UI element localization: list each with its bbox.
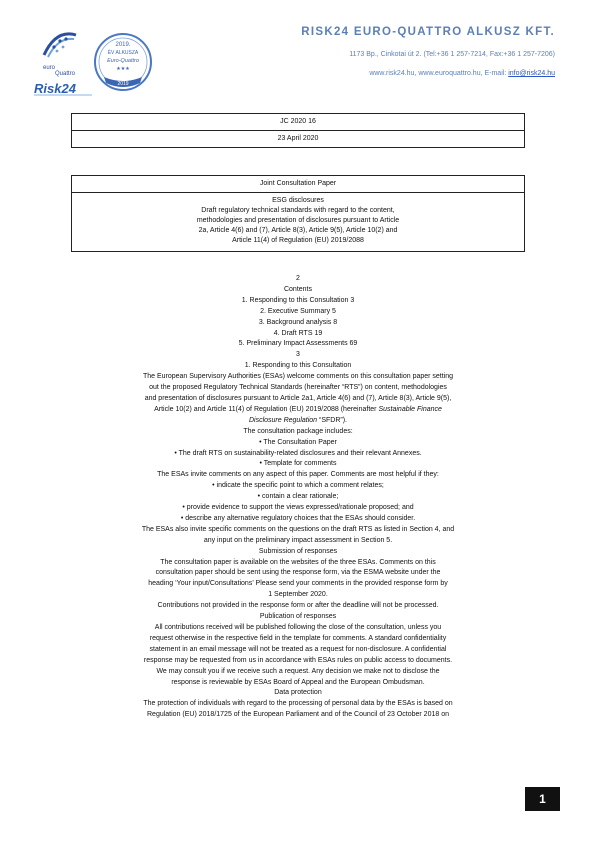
toc-item-5: 5. Preliminary Impact Assessments 69 [238, 340, 358, 348]
page-number: 1 [525, 787, 560, 811]
list-item: • The draft RTS on sustainability-related disclosures and their relevant Annexes. [174, 449, 422, 457]
paragraph-line: heading ‘Your input/Consultations’ Please send your comments in the provided response form by [148, 580, 448, 588]
paragraph-line: consultation paper should be sent using the response form, via the ESMA website under the [155, 569, 441, 577]
document-body [80, 274, 516, 721]
paragraph-line: The ESAs also invite specific comments on the questions on the draft RTS as listed in Section 4, and [141, 525, 455, 533]
document-date: 23 April 2020 [72, 130, 524, 147]
paragraph-line: any input on the preliminary impact assessment in Section 5. [203, 536, 393, 544]
paragraph-line: The protection of individuals with regard to the processing of personal data by the ESAs is based on [143, 700, 453, 708]
paragraph-line: Regulation (EU) 2018/1725 of the European Parliament and of the Council of 23 October 2018 on [147, 711, 449, 719]
paragraph-line: response may be requested from us in accordance with ESAs rules on public access to documents. [143, 656, 453, 664]
list-item: • contain a clear rationale; [257, 493, 339, 501]
title-desc-2: methodologies and presentation of disclosures pursuant to Article [196, 217, 400, 224]
euroquattro-emblem [43, 34, 76, 77]
paper-type: Joint Consultation Paper [259, 180, 337, 187]
paragraph-line: 1 September 2020. [268, 591, 328, 599]
company-web-line [301, 70, 555, 77]
text-span: “SFDR”). [317, 416, 348, 424]
section-heading-publication: Publication of responses [259, 613, 337, 621]
paragraph-line: Contributions not provided in the response form or after the deadline will not be processed. [157, 602, 439, 610]
company-websites: www.risk24.hu, www.euroquattro.hu, E-mail: [369, 70, 509, 77]
toc-item-1: 1. Responding to this Consultation 3 [241, 296, 355, 304]
paragraph-line: All contributions received will be published following the close of the consultation, unless you [154, 624, 442, 631]
paragraph-line: The European Supervisory Authorities (ESAs) welcome comments on this consultation paper setting [142, 373, 454, 381]
paragraph-line: response is reviewable by ESAs Board of Appeal and the European Ombudsman. [171, 678, 425, 686]
text-span: Article 10(2) and Article 11(4) of Regulation (EU) 2019/2088 (hereinafter [154, 405, 379, 413]
list-item: • Template for comments [259, 460, 337, 468]
section-heading-data-protection: Data protection [274, 689, 322, 697]
section-heading-responding: 1. Responding to this Consultation [244, 362, 352, 370]
company-name: RISK24 EURO-QUATTRO ALKUSZ KFT. [301, 26, 555, 38]
page-marker-2: 2 [296, 275, 300, 282]
italic-span: Sustainable Finance [378, 405, 442, 413]
list-item: • provide evidence to support the views expressed/rationale proposed; and [182, 504, 414, 512]
paragraph-line: statement in an email message will not be treated as a request for non-disclosure. A confidential [149, 645, 447, 653]
section-heading-submission: Submission of responses [258, 547, 338, 555]
title-desc-4: Article 11(4) of Regulation (EU) 2019/2088 [232, 237, 364, 244]
paragraph-line: request otherwise in the respective field in the template for comments. A standard confidentiality [149, 634, 447, 642]
reference-box [71, 113, 525, 148]
logo-risk24-text: Risk24 [34, 81, 76, 96]
logo-euro-text: euro [43, 65, 56, 71]
contents-heading: Contents [283, 285, 313, 293]
company-header [301, 26, 555, 77]
paragraph-line [80, 405, 516, 416]
paragraph-line: and presentation of disclosures pursuant to Article 2a1, Article 4(6) and (7), Article 8(3), Article 9(5), [144, 394, 452, 402]
paragraph-line: out the proposed Regulatory Technical Standards (hereinafter “RTS”) on content, methodologies [149, 384, 447, 392]
company-address: 1173 Bp., Cinkotai út 2. (Tel:+36 1 257-7214, Fax:+36 1 257-7206) [349, 51, 555, 58]
title-block [72, 192, 524, 251]
list-item: • indicate the specific point to which a comment relates; [212, 482, 384, 490]
list-item: • describe any alternative regulatory choices that the ESAs should consider. [180, 514, 416, 522]
italic-span: Disclosure Regulation [248, 416, 318, 424]
title-heading: ESG disclosures [272, 197, 324, 204]
title-desc-1: Draft regulatory technical standards with regard to the content, [201, 207, 395, 214]
paragraph-line: The consultation package includes: [243, 427, 353, 435]
award-badge [95, 34, 151, 90]
paragraph-line: The ESAs invite comments on any aspect of this paper. Comments are most helpful if they: [157, 471, 439, 479]
title-desc-3: 2a, Article 4(6) and (7), Article 8(3), Article 9(5), Article 10(2) and [198, 227, 398, 234]
paragraph-line [80, 416, 516, 427]
logo-quattro-text: Quattro [55, 71, 76, 77]
toc-item-3: 3. Background analysis 8 [258, 318, 338, 326]
badge-line2: Euro-Quattro [107, 58, 139, 64]
badge-year-top: 2019. [115, 42, 131, 48]
svg-text:★★★: ★★★ [116, 66, 130, 72]
badge-line1: ÉV ALKUSZA [107, 50, 139, 56]
company-logo [30, 25, 160, 100]
title-box [71, 175, 525, 252]
paragraph-line: The consultation paper is available on the websites of the three ESAs. Comments on this [160, 558, 436, 566]
document-code: JC 2020 16 [280, 118, 316, 125]
toc-item-2: 2. Executive Summary 5 [260, 307, 336, 315]
badge-year-bottom: 2019 [117, 81, 129, 87]
page-marker-3: 3 [296, 351, 300, 359]
paragraph-line: We may consult you if we receive such a request. Any decision we make not to disclose the [156, 667, 440, 675]
toc-item-4: 4. Draft RTS 19 [273, 329, 323, 337]
list-item: • The Consultation Paper [259, 438, 337, 446]
company-email-link[interactable]: info@risk24.hu [508, 70, 555, 77]
